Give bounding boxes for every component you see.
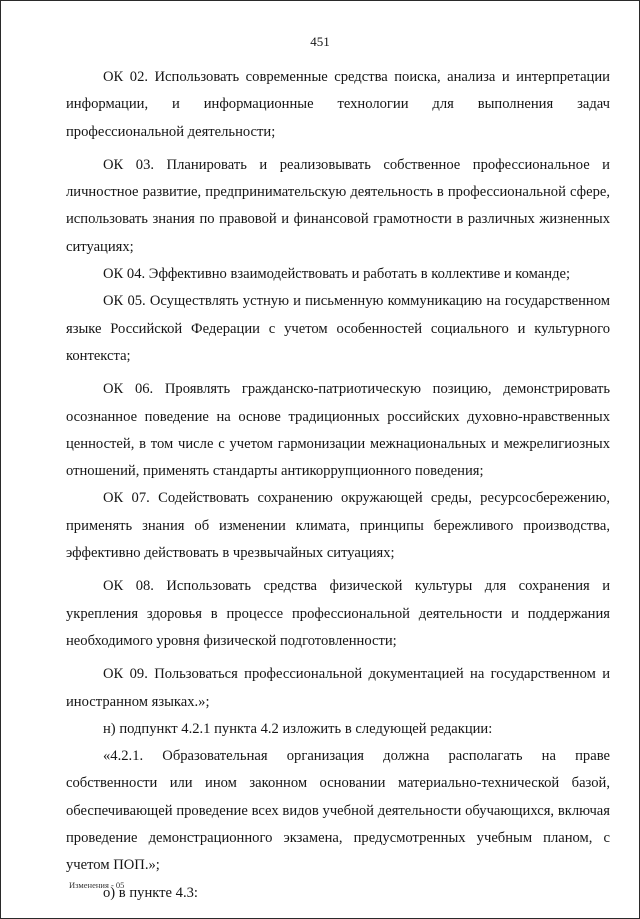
document-body: [66, 64, 610, 907]
paragraph-item-o: о) в пункте 4.3:: [103, 884, 198, 901]
paragraph-ok-05: ОК 05. Осуществлять устную и письменную коммуникацию на государственном языке Российской Федерации с учетом особенностей социального и культурного контекста;: [66, 293, 610, 364]
paragraph-ok-07: ОК 07. Содействовать сохранению окружающей среды, ресурсосбережению, применять знания об изменении климата, принципы бережливого производства, эффективно действовать в чрезвычайных ситуациях;: [66, 490, 610, 562]
paragraph-ok-06: ОК 06. Проявлять гражданско-патриотическую позицию, демонстрировать осознанное поведение на основе традиционных российских духовно-нравственных ценностей, в том числе с учетом гармонизации межнациональных и межрелигиозных отношений, применять стандарты антикоррупционного поведения;: [66, 381, 610, 480]
footer-revision-note: Изменения - 05: [69, 880, 125, 890]
paragraph-ok-08: ОК 08. Использовать средства физической культуры для сохранения и укрепления здоровья в процессе профессиональной деятельности и поддержания необходимого уровня физической подготовленности;: [66, 578, 610, 649]
page-number: 451: [310, 34, 330, 49]
paragraph-ok-09: ОК 09. Пользоваться профессиональной документацией на государственном и иностранном языках.»;: [66, 666, 610, 710]
paragraph-4-2-1: «4.2.1. Образовательная организация должна располагать на праве собственности или ином законном основании материально-технической базой, обеспечивающей проведение всех видов учебной деятельности обучающихся, включая проведение демонстрационного экзамена, предусмотренных учебным планом, с учетом ПОП.»;: [66, 748, 610, 874]
paragraph-ok-03: ОК 03. Планировать и реализовывать собственное профессиональное и личностное развитие, предпринимательскую деятельность в профессиональной сфере, использовать знания по правовой и финансовой грамотности в различных жизненных ситуациях;: [66, 156, 610, 255]
paragraph-item-n: н) подпункт 4.2.1 пункта 4.2 изложить в следующей редакции:: [103, 720, 493, 737]
paragraph-ok-02: ОК 02. Использовать современные средства поиска, анализа и интерпретации информации, и информационные технологии для выполнения задач профессиональной деятельности;: [66, 69, 610, 140]
paragraph-ok-04: ОК 04. Эффективно взаимодействовать и работать в коллективе и команде;: [103, 266, 571, 283]
